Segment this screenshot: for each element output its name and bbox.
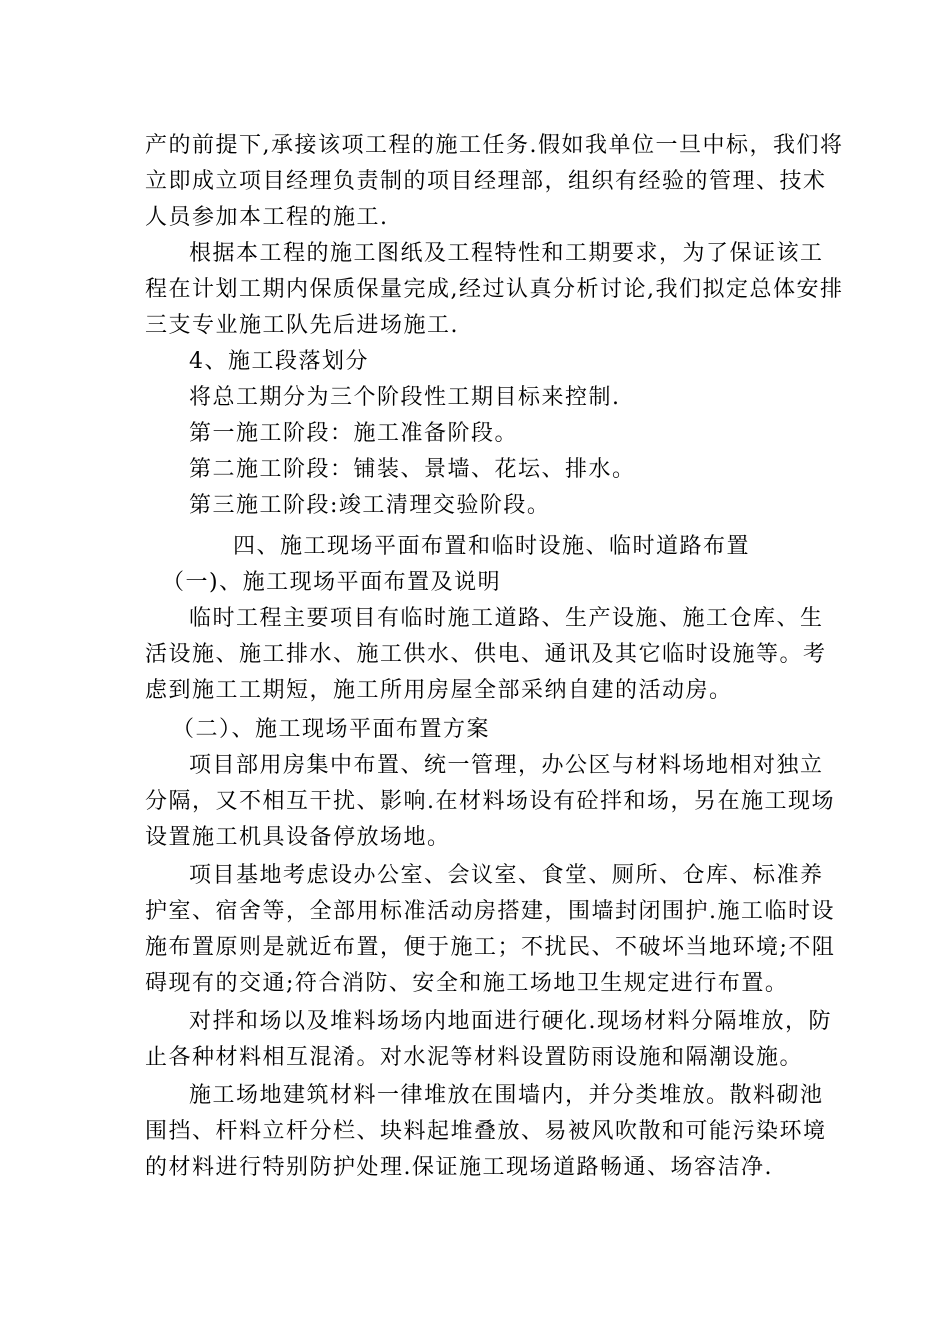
text-line: 虑到施工工期短，施工所用房屋全部采纳自建的活动房。 <box>145 678 733 703</box>
text-line: 的材料进行特别防护处理.保证施工现场道路畅通、场容洁净. <box>145 1155 773 1180</box>
section-heading: （一)、施工现场平面布置及说明 <box>162 570 502 595</box>
text-line: 项目基地考虑设办公室、会议室、食堂、厕所、仓库、标准养 <box>189 863 824 888</box>
text-line: 临时工程主要项目有临时施工道路、生产设施、施工仓库、生 <box>189 606 824 631</box>
text-line: 立即成立项目经理负责制的项目经理部，组织有经验的管理、技术 <box>145 169 827 194</box>
text-line: 将总工期分为三个阶段性工期目标来控制. <box>189 385 621 410</box>
section-heading: （二）、施工现场平面布置方案 <box>172 717 491 742</box>
text-line: 止各种材料相互混淆。对水泥等材料设置防雨设施和隔潮设施。 <box>145 1045 804 1070</box>
text-line: 第三施工阶段:竣工清理交验阶段。 <box>189 493 551 518</box>
text-line: 对拌和场以及堆料场场内地面进行硬化.现场材料分隔堆放，防 <box>189 1009 832 1034</box>
text-line: 活设施、施工排水、施工供水、供电、通讯及其它临时设施等。考 <box>145 642 827 667</box>
text-line: 设置施工机具设备停放场地。 <box>145 825 451 850</box>
text-line: 第二施工阶段：铺装、景墙、花坛、排水。 <box>189 457 636 482</box>
text-line: 三支专业施工队先后进场施工. <box>145 313 459 338</box>
section-heading: 4、施工段落划分 <box>189 349 369 374</box>
text-line: 围挡、杆料立杆分栏、块料起堆叠放、易被风吹散和可能污染环境 <box>145 1119 827 1144</box>
text-line: 第一施工阶段：施工准备阶段。 <box>189 421 519 446</box>
text-line: 分隔，又不相互干扰、影响.在材料场设有砼拌和场，另在施工现场 <box>145 789 835 814</box>
text-line: 程在计划工期内保质保量完成,经过认真分析讨论,我们拟定总体安排 <box>145 277 844 302</box>
text-line: 护室、宿舍等，全部用标准活动房搭建，围墙封闭围护.施工临时设 <box>145 899 835 924</box>
text-line: 根据本工程的施工图纸及工程特性和工期要求，为了保证该工 <box>189 241 824 266</box>
text-line: 项目部用房集中布置、统一管理，办公区与材料场地相对独立 <box>189 753 824 778</box>
text-line: 施工场地建筑材料一律堆放在围墙内，并分类堆放。散料砌池 <box>189 1083 824 1108</box>
text-line: 碍现有的交通;符合消防、安全和施工场地卫生规定进行布置。 <box>145 971 789 996</box>
chapter-heading: 四、施工现场平面布置和临时设施、临时道路布置 <box>233 534 751 559</box>
text-line: 产的前提下,承接该项工程的施工任务.假如我单位一旦中标，我们将 <box>145 133 844 158</box>
text-line: 施布置原则是就近布置，便于施工；不扰民、不破坏当地环境;不阻 <box>145 935 836 960</box>
text-line: 人员参加本工程的施工. <box>145 205 389 230</box>
